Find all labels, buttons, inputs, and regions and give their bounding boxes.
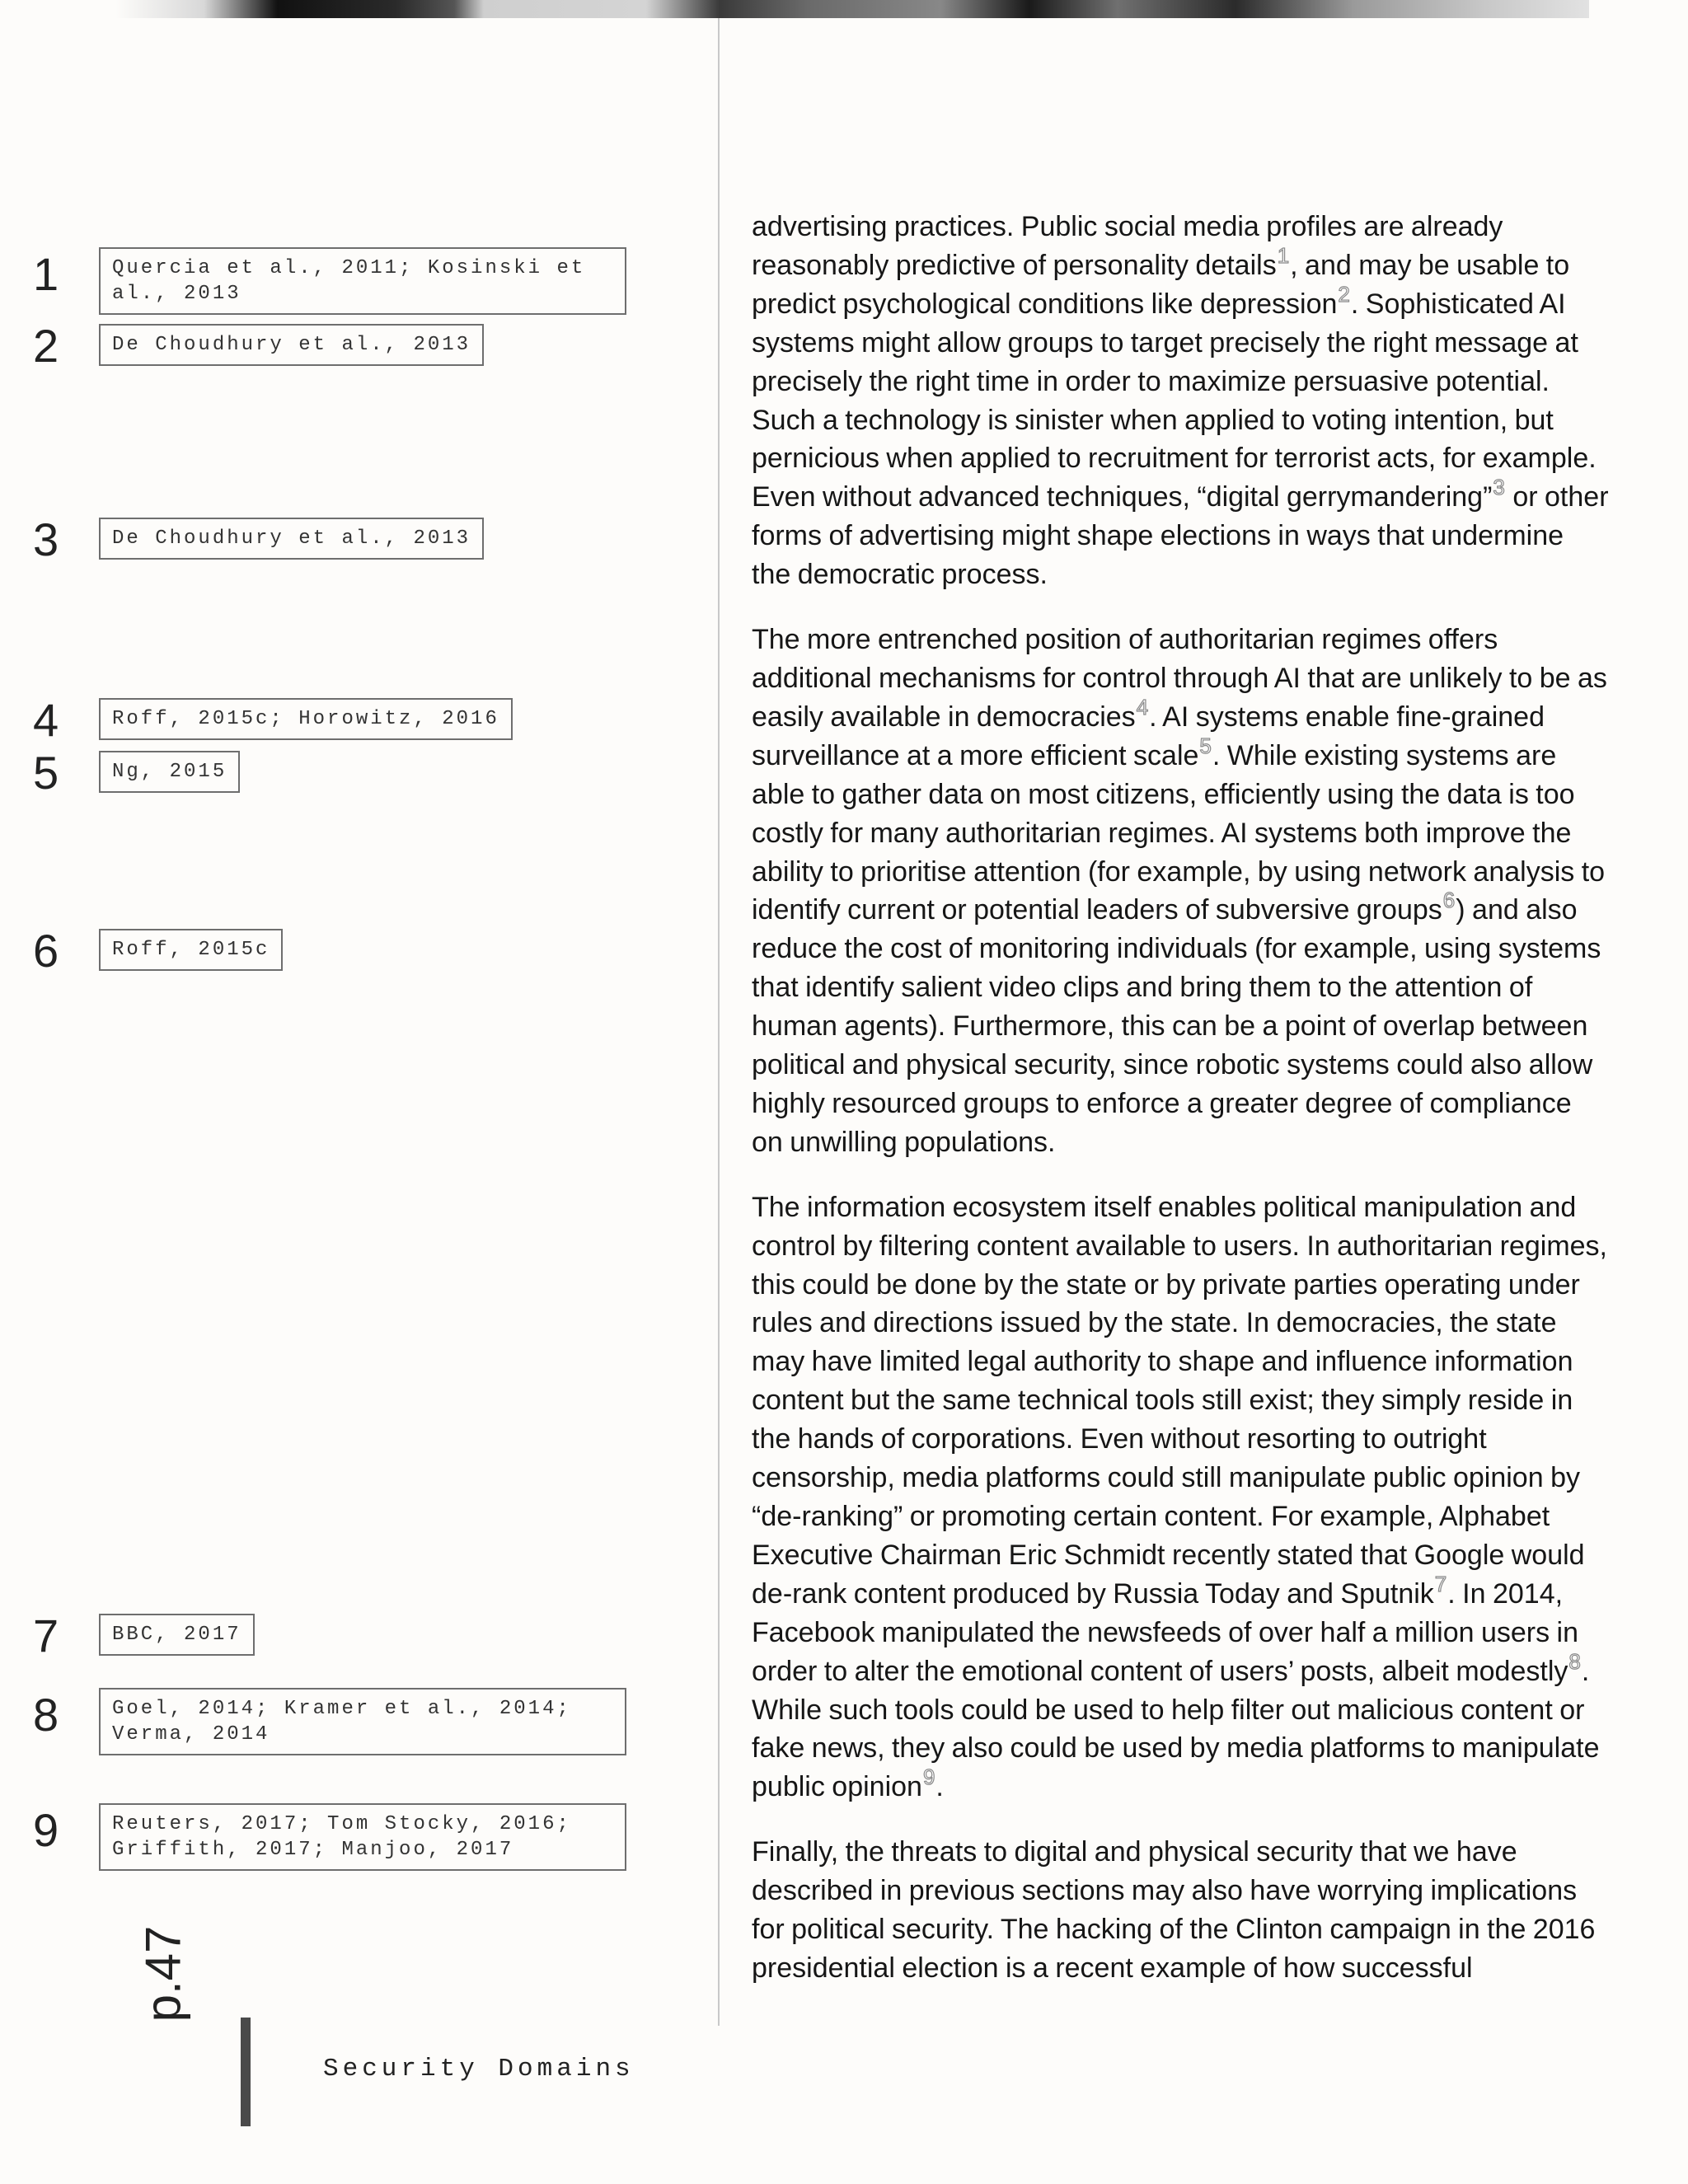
page-number-text: p.47 <box>135 1925 191 2022</box>
footnote-marker-7: 7 <box>1434 1571 1447 1596</box>
body-text-column <box>752 208 1609 2014</box>
paragraph-text: advertising practices. Public social media profiles are already reasonably predictive of personality details <box>752 211 1503 281</box>
paragraph-text: Finally, the threats to digital and physical security that we have described in previous sections may also have worrying implications for political security. The hacking of the Clinton campaign in the 2016 presidential election is a recent example of how successful <box>752 1836 1596 1984</box>
paragraph-text: . While such tools could be used to help filter out malicious content or fake news, they also could be used by media platforms to manipulate public opinion <box>752 1655 1600 1803</box>
page-number <box>130 1916 196 2032</box>
footer-accent-bar <box>241 2018 251 2126</box>
note-number-8: 8 <box>33 1689 59 1741</box>
paragraph-1 <box>752 208 1609 594</box>
note-reference-2: De Choudhury et al., 2013 <box>99 324 484 366</box>
paragraph-text: The more entrenched position of authoritarian regimes offers additional mechanisms for control through AI that are unlikely to be as easily available in democracies <box>752 624 1607 733</box>
paragraph-text: or other forms of advertising might shape elections in ways that undermine the democratic process. <box>752 481 1609 591</box>
note-number-4: 4 <box>33 694 59 746</box>
note-reference-3: De Choudhury et al., 2013 <box>99 518 484 560</box>
footnote-marker-2: 2 <box>1338 281 1350 307</box>
header-gradient-bar <box>115 0 1589 18</box>
paragraph-text: ) and also reduce the cost of monitoring individuals (for example, using systems that identify salient video clips and bring them to the attention of human agents). Furthermore, this can be a point of overlap between political and physical security, since robotic systems could also allow highly resourced groups to enforce a greater degree of compliance on unwilling populations. <box>752 894 1601 1158</box>
note-reference-9: Reuters, 2017; Tom Stocky, 2016; Griffith, 2017; Manjoo, 2017 <box>99 1803 626 1871</box>
footnote-marker-9: 9 <box>922 1765 935 1790</box>
footnote-marker-8: 8 <box>1568 1648 1581 1674</box>
paragraph-text: . Sophisticated AI systems might allow groups to target precisely the right message at precisely the right time in order to maximize persuasive potential. Such a technology is sinister when applied to voting intention, but pernicious when applied to recruitment for terrorist acts, for example. Even without advanced techniques, “digital gerrymandering” <box>752 288 1597 513</box>
note-reference-5: Ng, 2015 <box>99 751 240 793</box>
note-reference-1: Quercia et al., 2011; Kosinski et al., 2013 <box>99 247 626 315</box>
note-number-9: 9 <box>33 1804 59 1856</box>
note-number-1: 1 <box>33 248 59 300</box>
paragraph-text: . AI systems enable fine-grained surveillance at a more efficient scale <box>752 701 1545 771</box>
note-reference-8: Goel, 2014; Kramer et al., 2014; Verma, 2014 <box>99 1688 626 1755</box>
paragraph-text: . In 2014, Facebook manipulated the newsfeeds of over half a million users in order to alter the emotional content of users’ posts, albeit modestly <box>752 1577 1579 1687</box>
footnote-marker-4: 4 <box>1136 694 1149 719</box>
column-divider <box>718 18 720 2026</box>
paragraph-4 <box>752 1833 1609 1988</box>
footnote-marker-6: 6 <box>1442 888 1456 913</box>
footnote-marker-5: 5 <box>1199 733 1212 758</box>
note-reference-7: BBC, 2017 <box>99 1614 255 1656</box>
section-label: Security Domains <box>323 2055 635 2083</box>
note-number-5: 5 <box>33 747 59 799</box>
paragraph-text: . <box>935 1771 944 1803</box>
note-reference-4: Roff, 2015c; Horowitz, 2016 <box>99 698 513 740</box>
paragraph-2 <box>752 621 1609 1162</box>
paragraph-3 <box>752 1188 1609 1807</box>
paragraph-text: The information ecosystem itself enables political manipulation and control by filtering content available to users. In authoritarian regimes, this could be done by the state or by private parties operating under rules and directions issued by the state. In democracies, the state may have limited legal authority to shape and influence information content but the same technical tools still exist; they simply reside in the hands of corporations. Even without resorting to outright censorship, media platforms could still manipulate public opinion by “de-ranking” or promoting certain content. For example, Alphabet Executive Chairman Eric Schmidt recently stated that Google would de-rank content produced by Russia Today and Sputnik <box>752 1191 1607 1610</box>
note-number-7: 7 <box>33 1610 59 1661</box>
paragraph-text: . While existing systems are able to gather data on most citizens, efficiently using the data is too costly for many authoritarian regimes. AI systems both improve the ability to prioritise attention (for example, by using network analysis to identify current or potential leaders of subversive groups <box>752 739 1606 926</box>
note-number-2: 2 <box>33 320 59 372</box>
footnote-marker-1: 1 <box>1277 242 1290 268</box>
paragraph-text: , and may be usable to predict psychological conditions like depression <box>752 249 1570 320</box>
footnote-marker-3: 3 <box>1493 475 1505 500</box>
note-number-3: 3 <box>33 513 59 565</box>
note-reference-6: Roff, 2015c <box>99 929 283 971</box>
note-number-6: 6 <box>33 925 59 977</box>
